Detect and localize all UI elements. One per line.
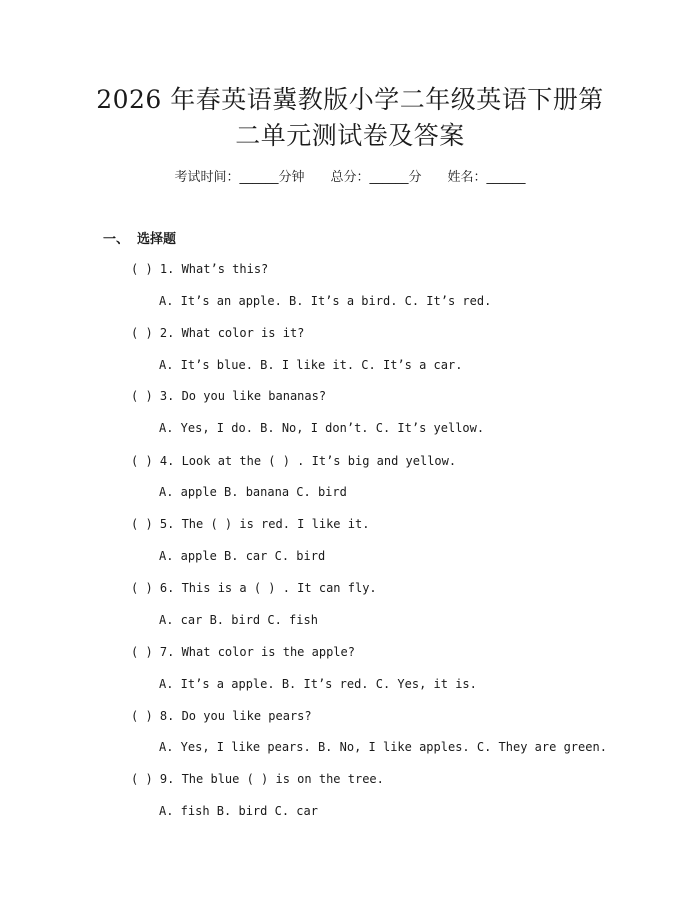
question-8-options: A. Yes, I like pears. B. No, I like apples. C. They are green. xyxy=(159,740,607,754)
document-title-line-2: 二单元测试卷及答案 xyxy=(235,121,465,150)
question-6: ( ) 6. This is a ( ) . It can fly. xyxy=(131,581,377,595)
student-name-label: 姓名：______ xyxy=(447,170,526,185)
question-1: ( ) 1. What’s this? xyxy=(131,262,269,276)
question-9-options: A. fish B. bird C. car xyxy=(159,804,318,818)
section-heading-multiple-choice xyxy=(103,230,176,250)
question-3: ( ) 3. Do you like bananas? xyxy=(131,389,327,403)
question-2-options: A. It’s blue. B. I like it. C. It’s a car. xyxy=(159,358,463,372)
question-4: ( ) 4. Look at the ( ) . It’s big and yellow. xyxy=(131,454,457,468)
question-5-options: A. apple B. car C. bird xyxy=(159,549,326,563)
exam-info xyxy=(0,168,700,188)
section-number: 一、 xyxy=(103,232,130,247)
question-6-options: A. car B. bird C. fish xyxy=(159,613,318,627)
question-2: ( ) 2. What color is it? xyxy=(131,326,305,340)
question-1-options: A. It’s an apple. B. It’s a bird. C. It’s red. xyxy=(159,294,492,308)
question-7: ( ) 7. What color is the apple? xyxy=(131,645,355,659)
question-4-options: A. apple B. banana C. bird xyxy=(159,485,347,499)
section-title: 选择题 xyxy=(137,232,177,247)
total-score-label: 总分：______分 xyxy=(330,170,422,185)
question-3-options: A. Yes, I do. B. No, I don’t. C. It’s yellow. xyxy=(159,421,485,435)
document-title-line-1: 2026 年春英语冀教版小学二年级英语下册第 xyxy=(96,85,604,114)
question-9: ( ) 9. The blue ( ) is on the tree. xyxy=(131,772,384,786)
question-7-options: A. It’s a apple. B. It’s red. C. Yes, it is. xyxy=(159,677,477,691)
question-5: ( ) 5. The ( ) is red. I like it. xyxy=(131,517,370,531)
exam-time-label: 考试时间：______分钟 xyxy=(174,170,305,185)
question-8: ( ) 8. Do you like pears? xyxy=(131,709,312,723)
